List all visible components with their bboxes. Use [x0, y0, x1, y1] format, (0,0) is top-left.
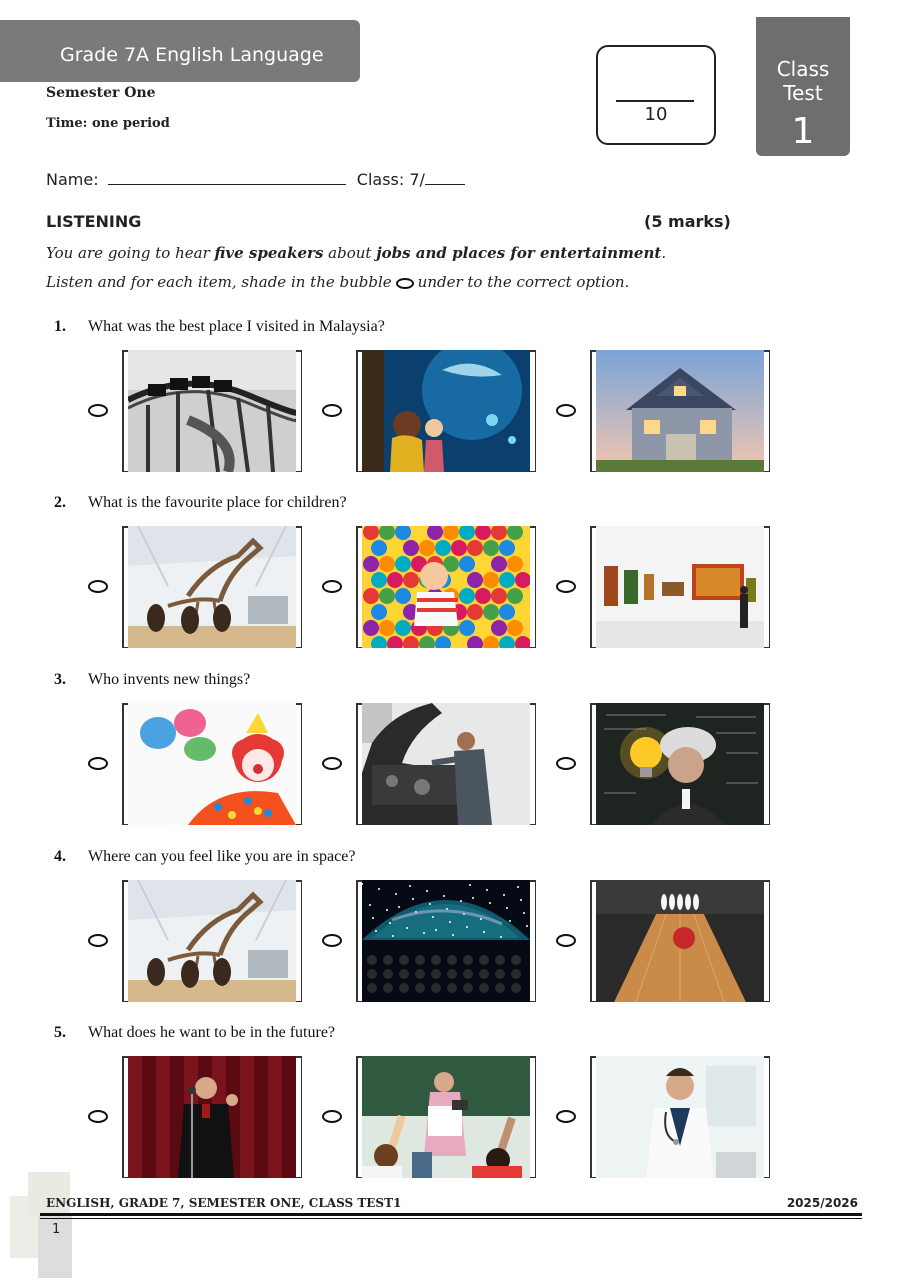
option-image-clown[interactable]: [128, 703, 296, 825]
answer-bubble-q2-1[interactable]: [88, 580, 108, 593]
class-test-line2: Test: [783, 81, 823, 105]
score-box: [596, 45, 716, 145]
name-field[interactable]: [108, 171, 346, 185]
name-label: Name:: [46, 170, 99, 189]
option-frame: [122, 526, 302, 648]
footer-rule: [40, 1213, 862, 1216]
question-4: [54, 848, 355, 866]
banner-title: Grade 7A English Language: [60, 44, 324, 66]
option-image-ball-pit[interactable]: [362, 526, 530, 648]
question-2: [54, 494, 347, 512]
question-number: 5.: [54, 1024, 66, 1041]
option-frame: [356, 350, 536, 472]
question-number: 2.: [54, 494, 66, 511]
instruction-1-bold1: five speakers: [214, 244, 324, 262]
page-number: 1: [52, 1222, 61, 1237]
option-frame: [356, 880, 536, 1002]
answer-bubble-q4-3[interactable]: [556, 934, 576, 947]
class-label: Class: 7/: [356, 170, 425, 189]
answer-bubble-q3-1[interactable]: [88, 757, 108, 770]
answer-bubble-q3-2[interactable]: [322, 757, 342, 770]
footer-text: ENGLISH, GRADE 7, SEMESTER ONE, CLASS TEST1: [46, 1196, 402, 1210]
option-frame: [356, 1056, 536, 1178]
instruction-2-suffix: under to the correct option.: [417, 273, 630, 291]
answer-bubble-q5-2[interactable]: [322, 1110, 342, 1123]
instruction-2-prefix: Listen and for each item, shade in the bubble: [46, 273, 392, 291]
option-image-museum-dinosaur[interactable]: [128, 526, 296, 648]
option-frame: [590, 1056, 770, 1178]
option-frame: [356, 526, 536, 648]
question-number: 4.: [54, 848, 66, 865]
option-image-aquarium[interactable]: [362, 350, 530, 472]
option-image-teacher[interactable]: [362, 1056, 530, 1178]
option-image-doctor[interactable]: [596, 1056, 764, 1178]
option-frame: [356, 703, 536, 825]
section-title: LISTENING: [46, 212, 142, 231]
question-number: 1.: [54, 318, 66, 335]
score-line: [616, 100, 694, 102]
answer-bubble-q5-3[interactable]: [556, 1110, 576, 1123]
option-frame: [122, 880, 302, 1002]
answer-bubble-q4-1[interactable]: [88, 934, 108, 947]
instruction-1: [46, 244, 666, 262]
semester-label: Semester One: [46, 85, 156, 101]
option-image-bowling-alley[interactable]: [596, 880, 764, 1002]
option-frame: [122, 350, 302, 472]
option-image-stand-up-comedian[interactable]: [128, 1056, 296, 1178]
score-total: 10: [644, 104, 668, 125]
question-text: What was the best place I visited in Malaysia?: [88, 318, 385, 335]
answer-bubble-q3-3[interactable]: [556, 757, 576, 770]
instruction-1-bold2: jobs and places for entertainment: [376, 244, 662, 262]
footer-year: 2025/2026: [786, 1196, 858, 1210]
option-image-art-gallery[interactable]: [596, 526, 764, 648]
footer-rule-thin: [40, 1218, 862, 1219]
answer-bubble-q5-1[interactable]: [88, 1110, 108, 1123]
answer-bubble-q2-3[interactable]: [556, 580, 576, 593]
time-label: Time: one period: [46, 116, 170, 131]
option-image-roller-coaster[interactable]: [128, 350, 296, 472]
question-text: What does he want to be in the future?: [88, 1024, 336, 1041]
class-field[interactable]: [425, 171, 465, 185]
instruction-2: [46, 273, 629, 291]
option-image-museum-dinosaur[interactable]: [128, 880, 296, 1002]
question-text: What is the favourite place for children?: [88, 494, 347, 511]
answer-bubble-q1-3[interactable]: [556, 404, 576, 417]
class-test-number: 1: [791, 111, 815, 152]
option-frame: [122, 703, 302, 825]
option-image-house[interactable]: [596, 350, 764, 472]
class-test-line1: Class: [776, 57, 830, 81]
answer-bubble-q2-2[interactable]: [322, 580, 342, 593]
bubble-icon: [396, 278, 414, 289]
question-number: 3.: [54, 671, 66, 688]
question-1: [54, 318, 385, 336]
option-frame: [590, 350, 770, 472]
title-banner: [0, 20, 360, 82]
answer-bubble-q1-2[interactable]: [322, 404, 342, 417]
question-3: [54, 671, 250, 689]
name-row: [46, 170, 465, 189]
class-test-tab: [756, 17, 850, 156]
question-text: Who invents new things?: [88, 671, 251, 688]
instruction-1-prefix: You are going to hear: [46, 244, 215, 262]
question-5: [54, 1024, 335, 1042]
option-frame: [122, 1056, 302, 1178]
option-frame: [590, 703, 770, 825]
instruction-1-mid: about: [323, 244, 377, 262]
option-frame: [590, 526, 770, 648]
question-text: Where can you feel like you are in space?: [88, 848, 356, 865]
option-image-planetarium[interactable]: [362, 880, 530, 1002]
instruction-1-end: .: [661, 244, 667, 262]
option-frame: [590, 880, 770, 1002]
section-marks: (5 marks): [644, 212, 731, 231]
answer-bubble-q1-1[interactable]: [88, 404, 108, 417]
option-image-mechanic[interactable]: [362, 703, 530, 825]
answer-bubble-q4-2[interactable]: [322, 934, 342, 947]
option-image-inventor[interactable]: [596, 703, 764, 825]
